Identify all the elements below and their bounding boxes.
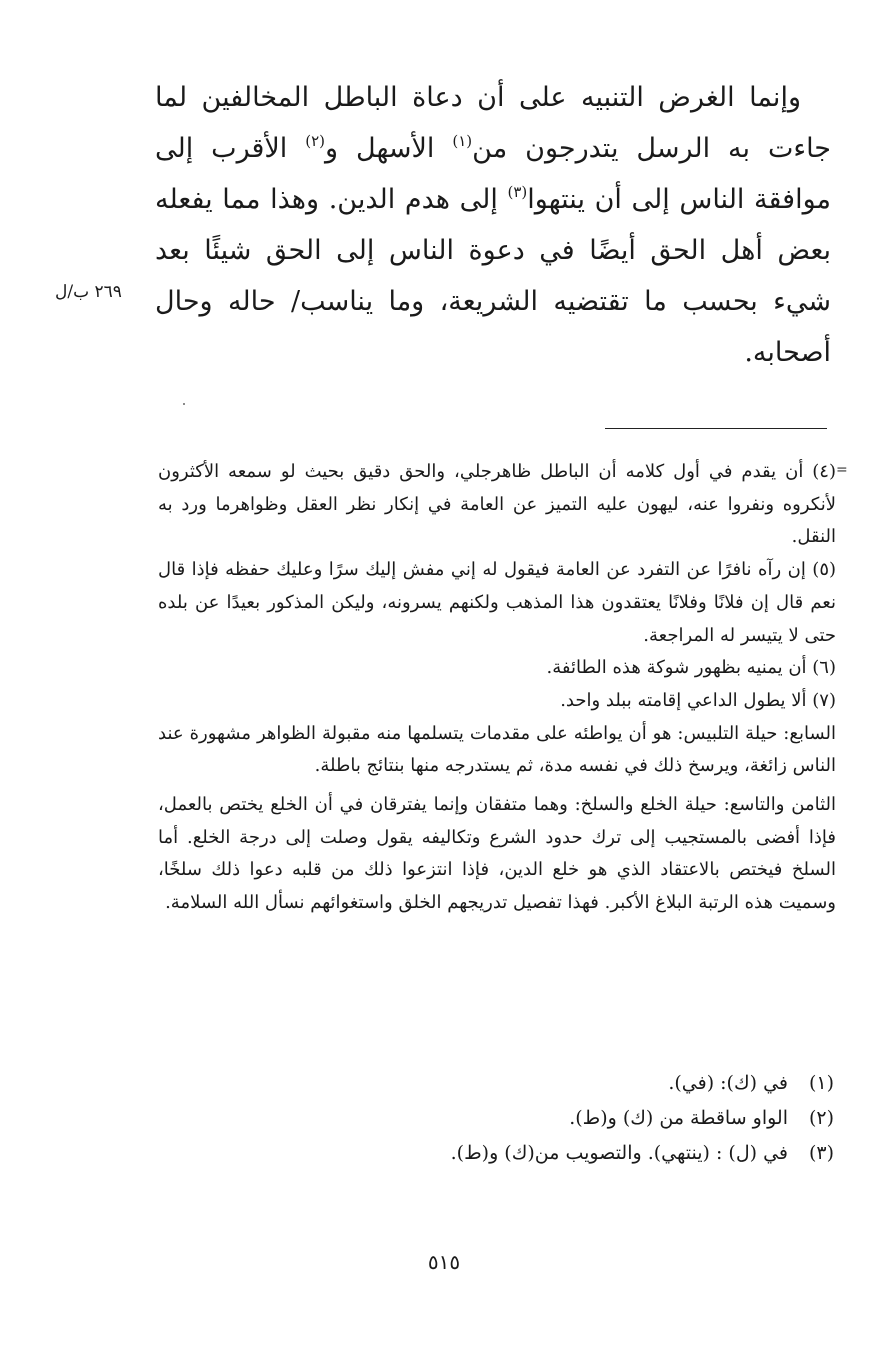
main-text-part1: وإنما الغرض التنبيه على أن دعاة الباطل المخالفين لما جاءت به الرسل يتدرجون من [155, 82, 831, 164]
continuation-mark: = [836, 462, 848, 478]
footnote-text: في (ك): (في). [668, 1072, 788, 1094]
footnote-text: الواو ساقطة من (ك) و(ط). [569, 1107, 788, 1129]
main-body-text [155, 72, 831, 378]
main-text-part2: الأسهل و [325, 133, 453, 164]
footnote-1 [160, 1066, 834, 1101]
footnote-number: (٣) [808, 1142, 834, 1164]
main-text-part3: الأقرب إلى موافقة الناس إلى أن ينتهوا [155, 133, 831, 215]
footnotes-list [160, 1066, 834, 1171]
footnote-3 [160, 1136, 834, 1171]
footnote-text: في (ل) : (ينتهي). والتصويب من(ك) و(ط). [450, 1142, 788, 1164]
footnote-ref-2: (٢) [305, 132, 326, 150]
page-number: ٥١٥ [427, 1250, 461, 1274]
main-text-part4: إلى هدم الدين. وهذا مما يفعله بعض أهل الحق أيضًا في دعوة الناس إلى الحق شيئًا بعد شيء بحسب ما تقتضيه الشريعة، وما يناسب/ حاله وحال أصحابه. [155, 184, 831, 368]
manuscript-folio-note: ٢٦٩ ب/ل [55, 282, 122, 302]
footnote-ref-3: (٣) [507, 183, 528, 201]
commentary-item-7: (٧) ألا يطول الداعي إقامته ببلد واحد. [560, 689, 836, 711]
continued-footnote-text [158, 456, 836, 920]
stray-dot [183, 403, 185, 405]
footnote-separator [605, 428, 827, 429]
commentary-eighth-ninth: الثامن والتاسع: حيلة الخلع والسلخ: وهما متفقان وإنما يفترقان في أن الخلع يختص بالعمل، فإذا أفضى بالمستجيب إلى ترك حدود الشرع وتكاليفه يقول وصلت إلى درجة الخلع. أما السلخ فيختص بالاعتقاد الذي هو خلع الدين، فإذا انتزعوا ذلك من قلبه دعوا ذلك سلخًا، وسميت هذه الرتبة البلاغ الأكبر. فهذا تفصيل تدريجهم الخلق واستغوائهم نسأل الله السلامة. [158, 794, 836, 914]
commentary-item-5: (٥) إن رآه نافرًا عن التفرد عن العامة فيقول له إني مفش إليك سرًا وعليك حفظه فإذا قال نعم قال إن فلانًا وفلانًا يعتقدون هذا المذهب ولكنهم يسرونه، وليكن المذكور بعيدًا عن بلده حتى لا يتيسر له المراجعة. [158, 559, 837, 646]
main-paragraph [155, 72, 831, 378]
footnote-number: (٢) [808, 1107, 834, 1129]
footnote-ref-1: (١) [452, 132, 473, 150]
commentary-item-6: (٦) أن يمنيه بظهور شوكة هذه الطائفة. [546, 657, 836, 679]
footnote-number: (١) [808, 1072, 834, 1094]
footnote-2 [160, 1101, 834, 1136]
commentary-seventh: السابع: حيلة التلبيس: هو أن يواطئه على مقدمات يتسلمها منه مقبولة الظواهر مشهورة عند الناس زائغة، ويرسخ ذلك في نفسه مدة، ثم يستدرجه منها بنتائج باطلة. [158, 722, 836, 777]
commentary-item-4: (٤) أن يقدم في أول كلامه أن الباطل ظاهرجلي، والحق دقيق بحيث لو سمعه الأكثرون لأنكروه ونفروا عنه، ليهون عليه التميز عن العامة في إنكار نظر العقل وظواهرما ورد به النقل. [158, 461, 836, 548]
